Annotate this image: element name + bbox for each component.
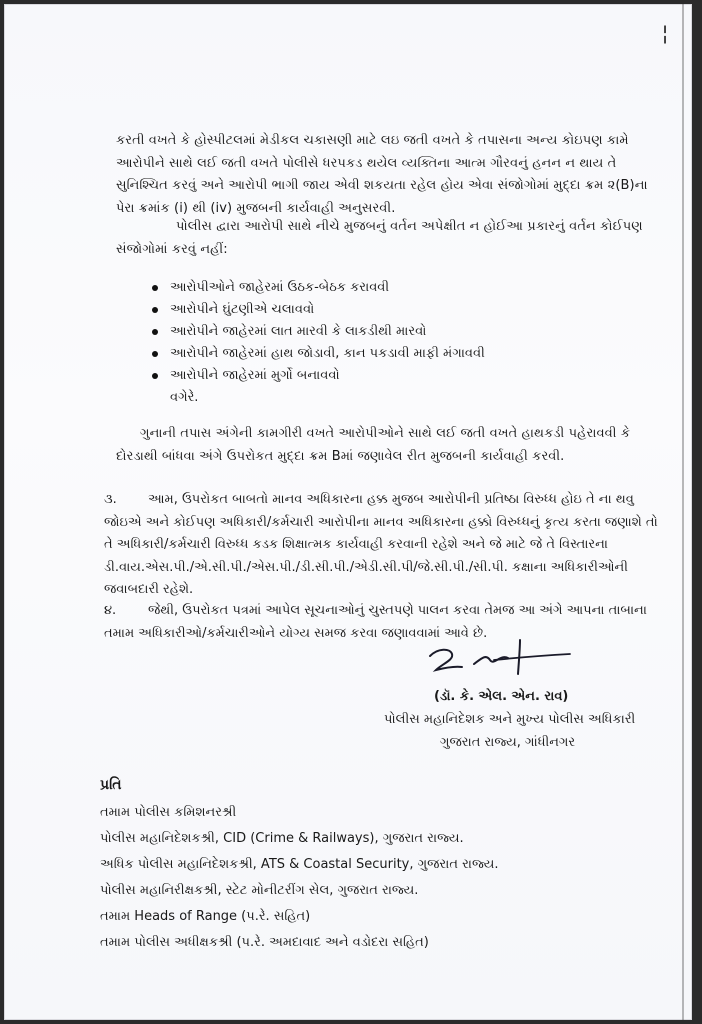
item-text: જેથી, ઉપરોકત પત્રમાં આપેલ સૂચનાઓનું ચુસ્તપણે પાલન કરવા તેમજ આ અંગે આપના તાબાના તમામ અધિકારીઓ/કર્મચારીઓને યોગ્ય સમજ કરવા જણાવવામાં આવે છે. xyxy=(104,603,647,641)
item-number: ૩. xyxy=(104,492,117,507)
paragraph-handcuff xyxy=(116,423,664,468)
list-item: આરોપીને ઘુંટણીએ ચલાવવો xyxy=(148,299,568,321)
recipient-line: અધિક પોલીસ મહાનિદેશકશ્રી, ATS & Coastal Security, ગુજરાત રાજ્ય. xyxy=(100,857,499,872)
list-item: આરોપીઓને જાહેરમાં ઉઠક-બેઠક કરાવવી xyxy=(148,277,568,299)
paragraph-prohibited-conduct-text: પોલીસ દ્વારા આરોપી સાથે નીચે મુજબનું વર્તન અપેક્ષીત ન હોઈઆ પ્રકારનું વર્તન કોઈપણ સંજોગોમાં કરવું નહીં: xyxy=(116,219,643,257)
signatory-title: પોલીસ મહાનિદેશક અને મુખ્ય પોલીસ અધિકારી xyxy=(384,712,636,727)
handwritten-signature xyxy=(424,634,574,680)
page-edge-shadow xyxy=(682,4,684,1020)
recipient-line: પોલીસ મહાનિદેશકશ્રી, CID (Crime & Railways), ગુજરાત રાજ્ય. xyxy=(100,831,464,846)
list-item: આરોપીને જાહેરમાં લાત મારવી કે લાકડીથી મારવો xyxy=(148,321,568,343)
recipient-line: તમામ પોલીસ અધીક્ષકશ્રી (પ.રે. અમદાવાદ અને વડોદરા સહિત) xyxy=(100,935,429,950)
paragraph-continuation: કરતી વખતે કે હોસ્પીટલમાં મેડીકલ ચકાસણી માટે લઇ જતી વખતે કે તપાસના અન્ય કોઇપણ કામે આરોપીને સાથે લઈ જતી વખતે પોલીસે ધરપકડ થયેલ વ્યક્તિના આત્મ ગૌરવનું હનન ન થાય તે સુનિશ્ચિત કરવું અને આરોપી ભાગી જાય એવી શકયતા રહેલ હોય એવા સંજોગોમાં મુદ્દા ક્રમ ૨(B)ના પેરા ક્રમાંક (i) થી (iv) મુજબની કાર્યવાહી અનુસરવી. xyxy=(116,133,648,216)
signature-block xyxy=(384,685,674,754)
prohibited-actions-list xyxy=(148,277,568,409)
recipients-block xyxy=(100,772,640,956)
numbered-item-3 xyxy=(104,489,664,602)
list-item: આરોપીને જાહેરમાં મુર્ગો બનાવવો xyxy=(148,365,568,387)
recipient-line: તમામ પોલીસ કમિશનરશ્રી xyxy=(100,805,237,820)
signatory-name: (ડૉ. કે. એલ. એન. રાવ) xyxy=(434,689,569,704)
recipient-line: પોલીસ મહાનિરીક્ષકશ્રી, સ્ટેટ મોનીટરીંગ સેલ, ગુજરાત રાજ્ય. xyxy=(100,883,419,898)
recipient-line: તમામ Heads of Range (પ.રે. સહિત) xyxy=(100,909,311,924)
recipients-heading: પ્રતિ xyxy=(100,777,122,793)
paragraph-prohibited-conduct xyxy=(116,216,664,261)
list-item: આરોપીને જાહેરમાં હાથ જોડાવી, કાન પકડાવી માફી મંગાવવી xyxy=(148,343,568,365)
document-page xyxy=(4,4,692,1020)
paragraph-handcuff-text: ગુનાની તપાસ અંગેની કામગીરી વખતે આરોપીઓને સાથે લઈ જતી વખતે હાથકડી પહેરાવવી કે દોરડાથી બાંધવા અંગે ઉપરોકત મુદ્દા ક્રમ Bમાં જણાવેલ રીત મુજબની કાર્યવાહી કરવી. xyxy=(116,426,631,464)
numbered-item-4 xyxy=(104,600,664,645)
margin-mark: ¦ xyxy=(659,21,672,45)
signatory-place: ગુજરાત રાજ્ય, ગાંધીનગર xyxy=(440,735,576,750)
list-etc: વગેરે. xyxy=(170,390,199,405)
item-number: ૪. xyxy=(104,603,117,618)
item-text: આમ, ઉપરોકત બાબતો માનવ અધિકારના હક્ક મુજબ આરોપીની પ્રતિષ્ઠા વિરુધ્ધ હોઇ તે ના થવુ જોઇએ અને કોઈપણ અધિકારી/કર્મચારી આરોપીના માનવ અધિકારના હક્કો વિરુધ્ધનું કૃત્ય કરતા જણાશે તો તે અધિકારી/કર્મચારી વિરુધ્ધ કડક શિક્ષાત્મક કાર્યવાહી કરવાની રહેશે અને જે માટે જે તે વિસ્તારના ડી.વાય.એસ.પી./એ.સી.પી./એસ.પી./ડી.સી.પી./એડી.સી.પી/જે.સી.પી./સી.પી. કક્ષાના અધિકારીઓની જવાબદારી રહેશે. xyxy=(104,492,658,597)
